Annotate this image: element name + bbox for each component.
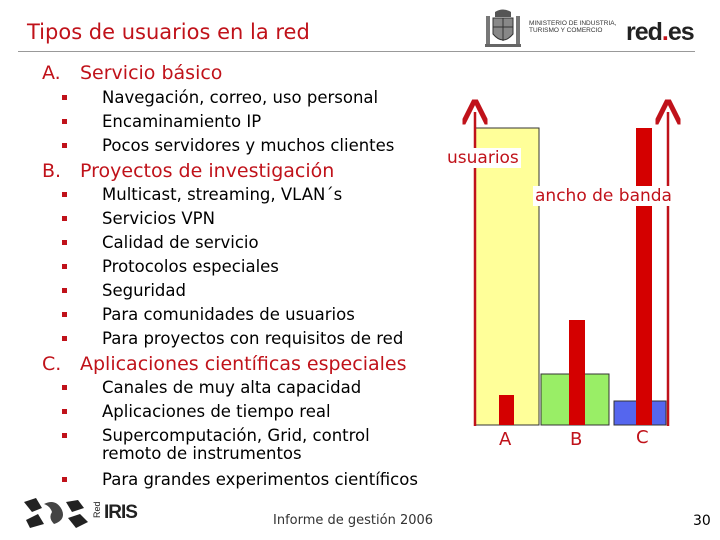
section-letter: A. (42, 62, 61, 84)
axis-label-bandwidth: ancho de banda (535, 186, 672, 206)
red-bar-c (636, 128, 652, 425)
brand-name: red (626, 18, 662, 46)
red-bar-a (499, 395, 514, 425)
red-bar-b (569, 320, 585, 425)
section-letter: C. (42, 353, 62, 375)
rediris-logo-text: IRIS (104, 502, 137, 523)
page-number: 30 (693, 513, 711, 529)
axis-label-users: usuarios (447, 148, 519, 168)
ministry-logo-text: MINISTERIO DE INDUSTRIA, TURISMO Y COMERCIO (529, 20, 617, 34)
group-label-b: B (570, 429, 583, 450)
rediris-logo-prefix: Red (92, 501, 102, 518)
group-label-c: C (636, 427, 649, 448)
group-label-a: A (499, 429, 512, 450)
section-heading-text: Aplicaciones científicas especiales (80, 353, 407, 375)
brand-dot: . (661, 18, 668, 46)
users-bar (475, 128, 539, 425)
brand-suffix: es (667, 18, 694, 46)
section-letter: B. (42, 160, 62, 182)
section-heading-text: Servicio básico (80, 62, 223, 84)
section-heading-text: Proyectos de investigación (80, 160, 335, 182)
slide-title: Tipos de usuarios en la red (27, 20, 310, 44)
footer-report-title: Informe de gestión 2006 (273, 513, 434, 528)
rediris-logo-icon (22, 496, 92, 530)
